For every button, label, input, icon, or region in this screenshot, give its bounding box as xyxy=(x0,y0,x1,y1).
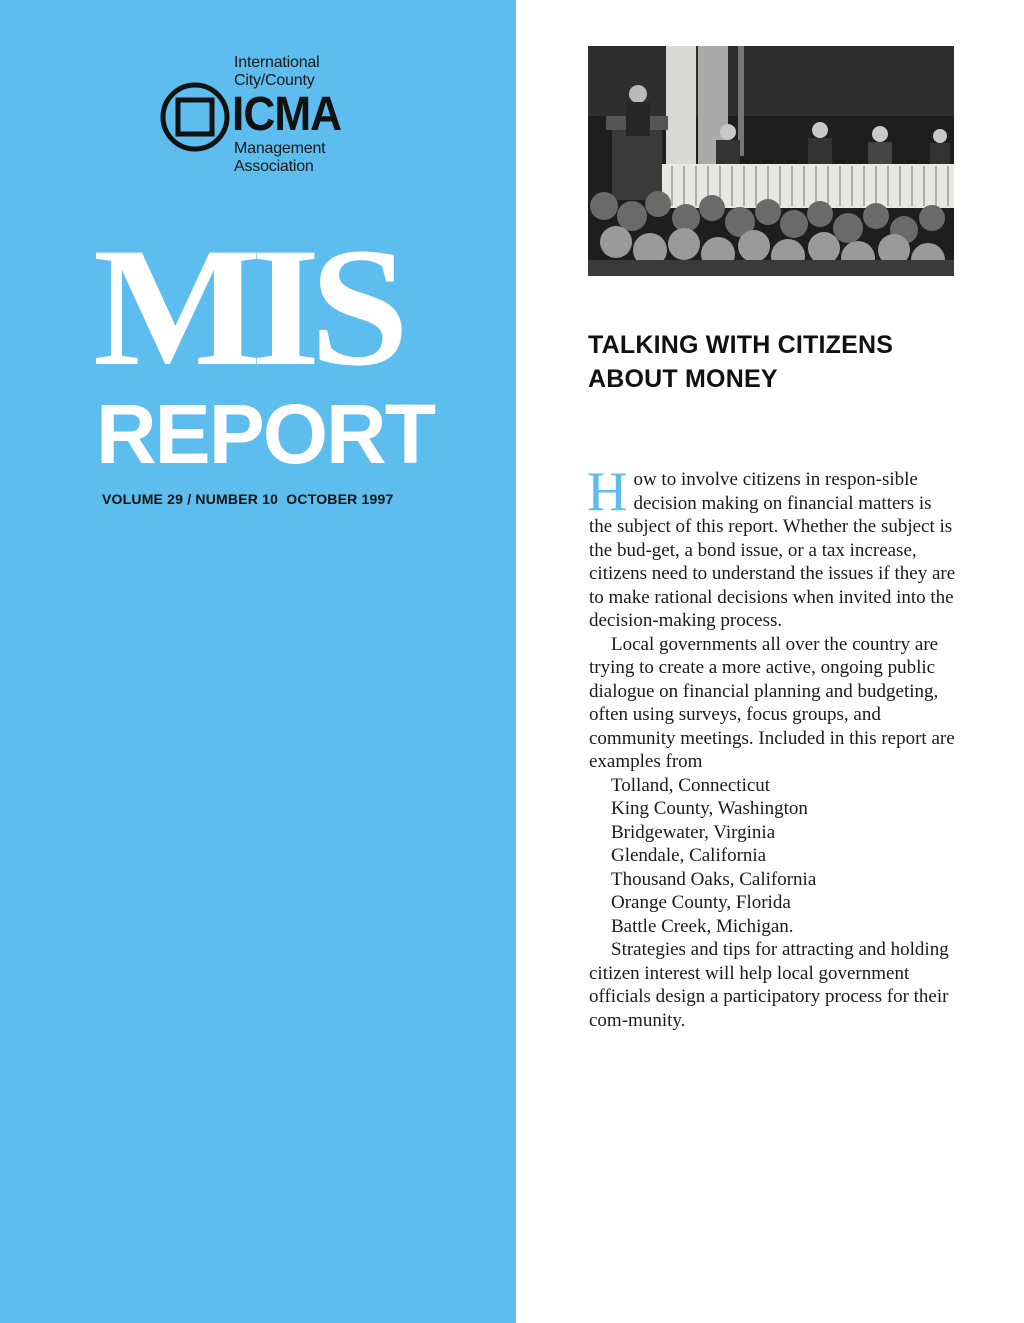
paragraph-three: Strategies and tips for attracting and holding citizen interest will help local government officials design a participatory process for their com-munity. xyxy=(589,939,949,1031)
article-body xyxy=(587,461,959,1032)
list-item: Tolland, Connecticut xyxy=(611,774,771,796)
meeting-photo-image xyxy=(588,46,954,276)
list-item: Bridgewater, Virginia xyxy=(611,821,776,843)
meeting-photo xyxy=(588,46,954,276)
org-name-line1: International xyxy=(234,54,320,71)
series-title: MIS xyxy=(93,213,399,401)
issue-info: VOLUME 29 / NUMBER 10 OCTOBER 1997 xyxy=(102,491,394,507)
icma-logo xyxy=(160,50,400,180)
drop-cap: H xyxy=(587,461,628,523)
icma-emblem-icon xyxy=(160,82,230,152)
org-name-line3: Management xyxy=(234,140,326,157)
list-item: Battle Creek, Michigan. xyxy=(611,915,794,937)
list-item: Thousand Oaks, California xyxy=(611,868,817,890)
series-subtitle: REPORT xyxy=(96,387,435,481)
paragraph-two: Local governments all over the country are trying to create a more active, ongoing public dialogue on financial planning and budgeting, often using surveys, focus groups, and community meetings. Included in this report are examples from xyxy=(589,633,955,772)
org-acronym: ICMA xyxy=(232,88,342,141)
places-list xyxy=(589,774,959,939)
list-item: Orange County, Florida xyxy=(611,892,791,913)
org-name-line4: Association xyxy=(234,158,314,175)
list-item: Glendale, California xyxy=(611,845,767,866)
intro-text: ow to involve citizens in respon-sible decision making on financial matters is the subject of this report. Whether the subject is the bud-get, a bond issue, or a tax increase, citizens need to understand the issues if they are to make rational decisions when invited into the decision-making process. xyxy=(589,469,956,631)
article-headline: TALKING WITH CITIZENS ABOUT MONEY xyxy=(588,331,894,393)
list-item: King County, Washington xyxy=(611,798,808,819)
intro-paragraph xyxy=(587,461,959,633)
org-name-line2: City/County xyxy=(234,72,315,89)
